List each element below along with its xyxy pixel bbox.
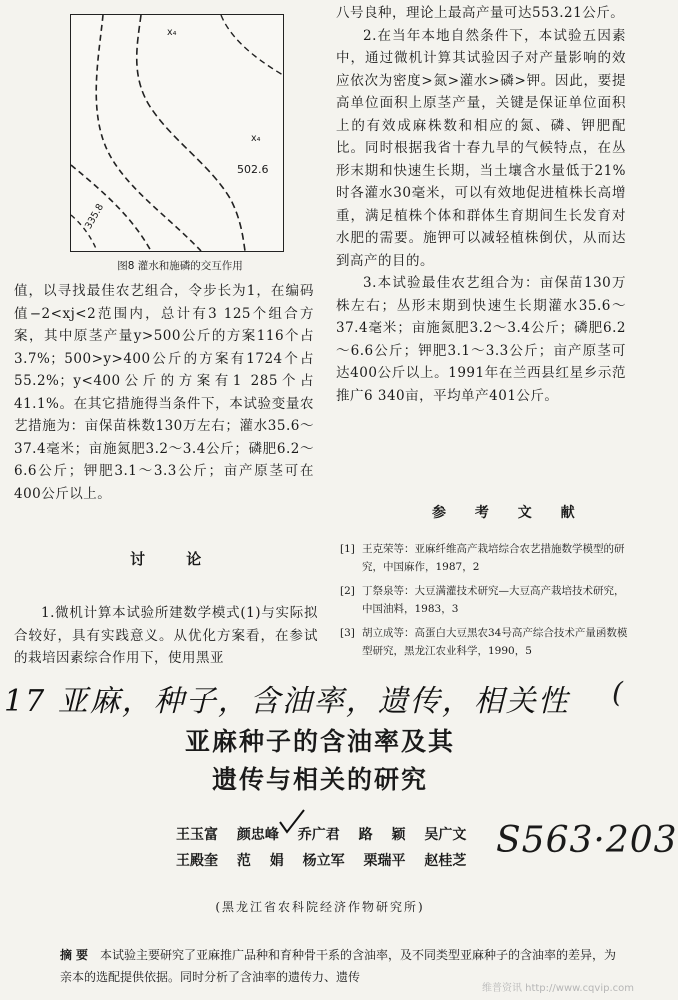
authors-row-1: 王玉富 颜忠峰 乔广君 路 颖 吴广文 — [176, 827, 467, 843]
axis-label-right: x₄ — [251, 133, 261, 144]
article-title-line2: 遗传与相关的研究 — [211, 765, 428, 794]
article-title-line1: 亚麻种子的含油率及其 — [184, 727, 455, 756]
abstract-text: 本试验主要研究了亚麻推广品种和育种骨干系的含油率，及不同类型亚麻种子的含油率的差异，为亲本的选配提供依据。同时分析了含油率的遗传力、遗传 — [60, 948, 617, 984]
references-list — [340, 540, 632, 666]
handwritten-checkmark-icon — [276, 808, 306, 838]
reference-item — [340, 624, 632, 660]
reference-text: 王克荣等：亚麻纤维高产栽培综合农艺措施数学模型的研究，中国麻作，1987，2 — [362, 543, 625, 573]
reference-item — [340, 582, 632, 618]
right-paragraph-cont: 八号良种，理论上最高产量可达553.21公斤。 — [336, 5, 625, 21]
watermark: 维普资讯 http://www.cqvip.com — [481, 983, 634, 994]
abstract-label: 摘要 — [60, 948, 93, 962]
right-paragraph-2: 2.在当年本地自然条件下，本试验五因素中，通过微机计算其试验因子对产量影响的效应依次为密度>氮>灌水>磷>钾。因此，要提高单位面积上原茎产量，关键是保证单位面积上的有效成麻株数和相应的氮、磷、钾肥配比。同时根据我省十春九旱的气候特点，在丛形末期和快速生长期，当土壤含水量低于21%时各灌水30毫米，可以有效地促进植株长高增重，满足植株个体和群体生育期间生长发育对水肥的需要。施钾可以减轻植株倒伏，从而达到高产的目的。 — [336, 27, 626, 269]
discussion-heading: 讨 论 — [130, 550, 220, 568]
contour-label-right: 502.6 — [237, 163, 269, 176]
right-column-text — [336, 2, 626, 407]
contour-figure — [70, 14, 284, 252]
author-affiliation: (黑龙江省农科院经济作物研究所) — [215, 900, 425, 914]
contour-label-left: 335.8 — [83, 201, 107, 232]
references-heading: 参 考 文 献 — [432, 505, 587, 521]
reference-number: [2] — [340, 585, 355, 597]
reference-item — [340, 540, 632, 576]
authors-row-2: 王殿奎 范 娟 杨立军 栗瑞平 赵桂芝 — [176, 853, 467, 869]
axis-label-top: x₄ — [167, 27, 177, 38]
handwritten-mark: ( — [612, 676, 623, 709]
reference-text: 丁祭泉等：大豆满灌技术研究—大豆高产栽培技术研究，中国油料，1983，3 — [362, 585, 625, 615]
discussion-text — [14, 602, 318, 670]
reference-number: [3] — [340, 627, 355, 639]
discussion-paragraph: 1.微机计算本试验所建数学模式(1)与实际拟合较好，具有实践意义。从优化方案看，在参试的栽培因素综合作用下，使用黑亚 — [14, 605, 318, 666]
handwritten-keywords: 17 亚麻，种子，含油率，遗传，相关性 — [4, 684, 570, 719]
left-column-text — [14, 280, 314, 505]
left-paragraph: 值，以寻找最佳农艺组合，令步长为1，在编码值−2<xj<2范围内，总计有3 125个组合方案，其中原茎产量y>500公斤的方案116个占3.7%；500>y>400公斤的方案有1724个占55.2%；y<400公斤的方案有1 285个占41.1%。在其它措施得当条件下，本试验变量农艺措施为：亩保苗株数130万左右；灌水35.6～37.4毫米；亩施氮肥3.2～3.4公斤；磷肥6.2～6.6公斤；钾肥3.1～3.3公斤；亩产原茎可在400公斤以上。 — [14, 283, 314, 502]
reference-number: [1] — [340, 543, 355, 555]
figure-caption: 图8 灌水和施磷的交互作用 — [117, 260, 243, 272]
right-paragraph-3: 3.本试验最佳农艺组合为：亩保苗130万株左右；丛形末期到快速生长期灌水35.6～37.4毫米；亩施氮肥3.2～3.4公斤；磷肥6.2～6.6公斤；钾肥3.1～3.3公斤；亩产原茎可达400公斤以上。1991年在兰西县红星乡示范推广6 340亩，平均单产401公斤。 — [336, 275, 626, 404]
reference-text: 胡立成等：高蛋白大豆黑农34号高产综合技术产量函数模型研究，黑龙江农业科学，1990，5 — [362, 627, 628, 657]
handwritten-classification-number: S563·203 — [496, 820, 678, 861]
